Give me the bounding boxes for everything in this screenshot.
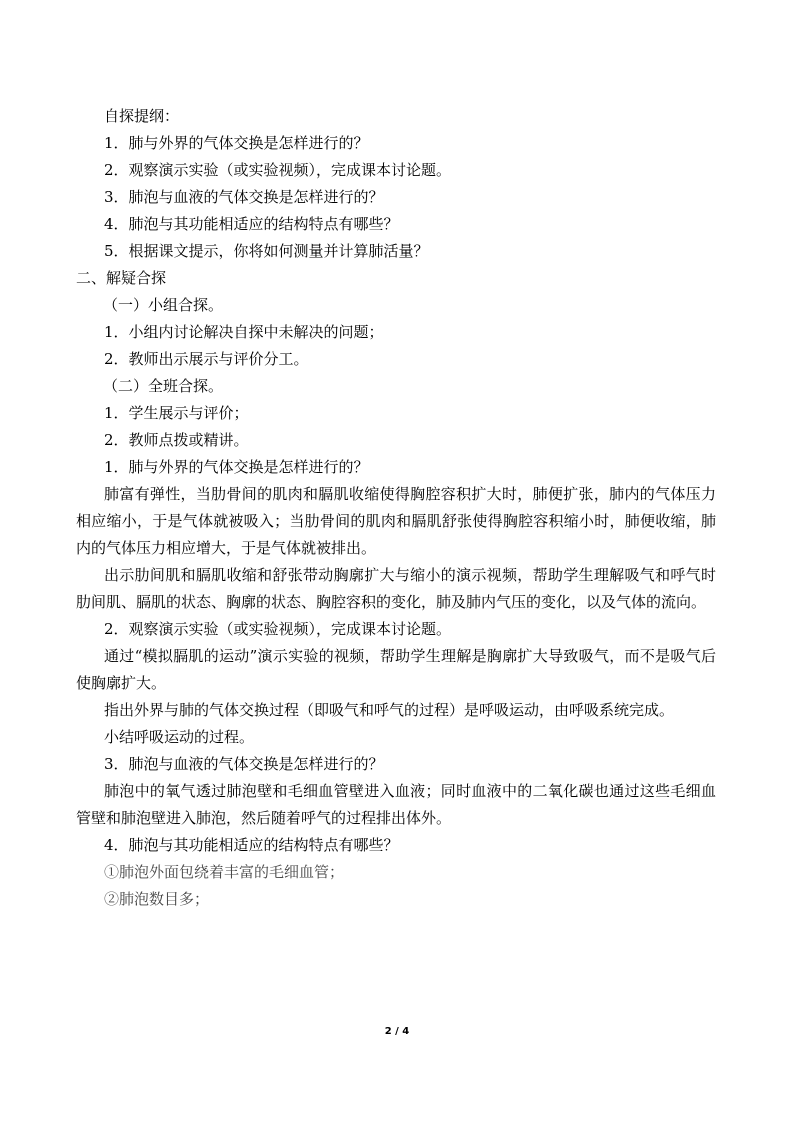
paragraph: 肺富有弹性，当肋骨间的肌肉和膈肌收缩使得胸腔容积扩大时，肺便扩张，肺内的气体压力相应缩小，于是气体就被吸入；当肋骨间的肌肉和膈肌舒张使得胸腔容积缩小时，肺便收缩，肺内的气体压力相应增大，于是气体就被排出。 [76, 485, 716, 557]
list-item: ①肺泡外面包绕着丰富的毛细血管； [104, 863, 345, 881]
subsection-title: （一）小组合探。 [103, 296, 224, 314]
list-item: 2．教师点拨或精讲。 [104, 431, 249, 449]
outline-item: 4．肺泡与其功能相适应的结构特点有哪些？ [104, 215, 399, 233]
outline-item: 1．肺与外界的气体交换是怎样进行的？ [104, 134, 369, 152]
question-title: 1．肺与外界的气体交换是怎样进行的？ [104, 458, 369, 476]
question-title: 2．观察演示实验（或实验视频），完成课本讨论题。 [104, 620, 452, 638]
outline-title: 自探提纲： [104, 107, 180, 125]
list-item: 1．小组内讨论解决自探中未解决的问题； [104, 323, 384, 341]
paragraph: 出示肋间肌和膈肌收缩和舒张带动胸廓扩大与缩小的演示视频，帮助学生理解吸气和呼气时肋间肌、膈肌的状态、胸廓的状态、胸腔容积的变化，肺及肺内气压的变化，以及气体的流向。 [76, 566, 716, 611]
question-title: 4．肺泡与其功能相适应的结构特点有哪些？ [104, 836, 399, 854]
list-item: ②肺泡数目多； [104, 890, 210, 908]
question-title: 3．肺泡与血液的气体交换是怎样进行的？ [104, 755, 384, 773]
section-heading: 二、解疑合探 [76, 269, 167, 287]
paragraph: 小结呼吸运动的过程。 [104, 728, 255, 746]
page-number: 2 / 4 [384, 1026, 410, 1037]
outline-item: 2．观察演示实验（或实验视频），完成课本讨论题。 [104, 161, 452, 179]
page-content [76, 103, 716, 913]
paragraph: 指出外界与肺的气体交换过程（即吸气和呼气的过程）是呼吸运动，由呼吸系统完成。 [104, 701, 675, 719]
subsection-title: （二）全班合探。 [103, 377, 224, 395]
list-item: 2．教师出示展示与评价分工。 [104, 350, 309, 368]
outline-item: 5．根据课文提示，你将如何测量并计算肺活量？ [104, 242, 429, 260]
list-item: 1．学生展示与评价； [104, 404, 249, 422]
outline-item: 3．肺泡与血液的气体交换是怎样进行的？ [104, 188, 384, 206]
paragraph: 通过“模拟膈肌的运动”演示实验的视频，帮助学生理解是胸廓扩大导致吸气，而不是吸气后使胸廓扩大。 [76, 647, 716, 692]
paragraph: 肺泡中的氧气透过肺泡壁和毛细血管壁进入血液；同时血液中的二氧化碳也通过这些毛细血管壁和肺泡壁进入肺泡，然后随着呼气的过程排出体外。 [76, 782, 716, 827]
